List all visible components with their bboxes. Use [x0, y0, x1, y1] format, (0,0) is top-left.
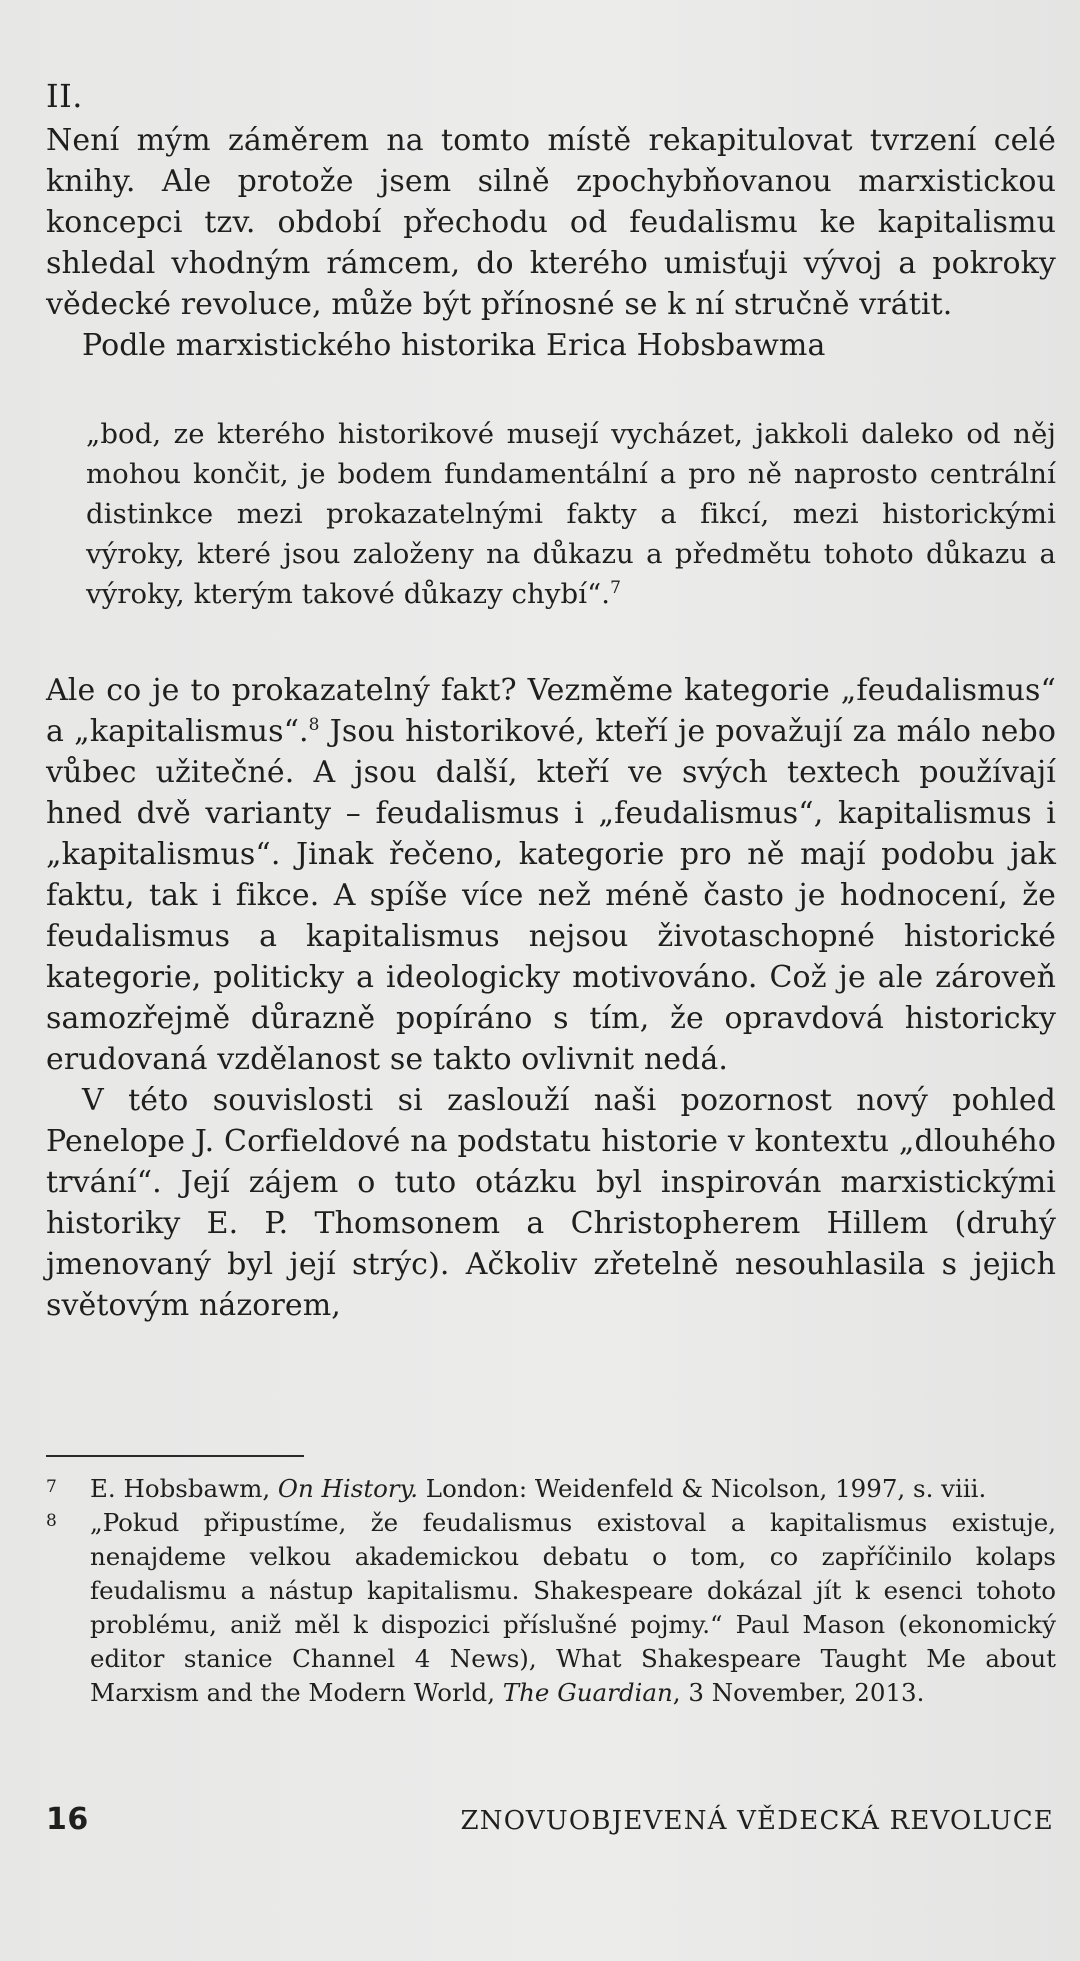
footnote-ref-7[interactable]: 7 — [610, 577, 622, 598]
footnote-8 — [46, 1506, 1056, 1710]
footnote-text-part: „Pokud připustíme, že feudalismus existoval a kapitalismus existuje, nenajdeme velkou akademickou debatu o tom, co zapříčinilo kolaps feudalismu a nástup kapitalismu. Shakespeare dokázal jít k esenci tohoto problému, aniž měl k dispozici příslušné pojmy.“ Paul Mason (ekonomický editor stanice Channel 4 News), What Shakespeare Taught Me about Marxism and the Modern World, — [90, 1508, 1056, 1707]
footnote-7 — [46, 1472, 1056, 1506]
footnote-italic-title: The Guardian — [502, 1678, 673, 1707]
page-footer — [46, 1802, 1054, 1837]
paragraph-3 — [46, 670, 1056, 1080]
footnotes — [46, 1472, 1056, 1710]
footnote-ref-8[interactable]: 8 — [308, 715, 320, 735]
footnote-text-part: E. Hobsbawm, — [90, 1474, 278, 1503]
paragraph-4: V této souvislosti si zaslouží naši pozornost nový pohled Penelope J. Corfieldové na podstatu historie v kontextu „dlouhého trvání“. Její zájem o tuto otázku byl inspirován marxistickými historiky E. P. Thomsonem a Christopherem Hillem (druhý jmenovaný byl její strýc). Ačkoliv zřetelně nesouhlasila s jejich světovým názorem, — [46, 1083, 1056, 1323]
page-number: 16 — [46, 1802, 89, 1837]
main-text — [46, 76, 1056, 1326]
footnote-text-part: London: Weidenfeld & Nicolson, 1997, s. viii. — [418, 1474, 987, 1503]
footnote-text-part: , 3 November, 2013. — [672, 1678, 925, 1707]
paragraph-1: Není mým záměrem na tomto místě rekapitulovat tvrzení celé knihy. Ale protože jsem silně zpochybňovanou marxistickou koncepci tzv. období přechodu od feudalismu ke kapitalismu shledal vhodným rámcem, do kterého umisťuji vývoj a pokroky vědecké revoluce, může být přínosné se k ní stručně vrátit. — [46, 123, 1056, 322]
quote-text: „bod, ze kterého historikové musejí vycházet, jakkoli daleko od něj mohou končit, je bodem fundamentální a pro ně naprosto centrální distinkce mezi prokazatelnými fakty a fikcí, mezi historickými výroky, které jsou založeny na důkazu a předmětu tohoto důkazu a výroky, kterým takové důkazy chybí“. — [86, 418, 1056, 610]
footnote-text — [90, 1506, 1056, 1710]
section-label: II. — [46, 77, 83, 115]
footnote-italic-title: On History. — [277, 1474, 419, 1503]
footnote-divider — [46, 1455, 304, 1457]
block-quote — [86, 414, 1056, 614]
footnote-number: 7 — [46, 1477, 57, 1497]
footnote-number: 8 — [46, 1511, 57, 1531]
paragraph-3-rest: Jsou historikové, kteří je považují za málo nebo vůbec užitečné. A jsou další, kteří ve svých textech používají hned dvě varianty – feudalismus i „feudalismus“, kapitalismus i „kapitalismus“. Jinak řečeno, kategorie pro ně mají podobu jak faktu, tak i fikce. A spíše více než méně často je hodnocení, že feudalismus a kapitalismus nejsou životaschopné historické kategorie, politicky a ideologicky motivováno. Což je ale zároveň samozřejmě důrazně popíráno s tím, že opravdová historicky erudovaná vzdělanost se takto ovlivnit nedá. — [46, 714, 1056, 1077]
running-head: ZNOVUOBJEVENÁ VĚDECKÁ REVOLUCE — [460, 1806, 1054, 1836]
paragraph-2: Podle marxistického historika Erica Hobsbawma — [82, 328, 826, 363]
footnote-text — [90, 1472, 1056, 1506]
paragraph-3-start: Ale co je to prokazatelný fakt? Vezměme kategorie „feudalismus“ a „kapitalismus“. — [46, 673, 1056, 749]
